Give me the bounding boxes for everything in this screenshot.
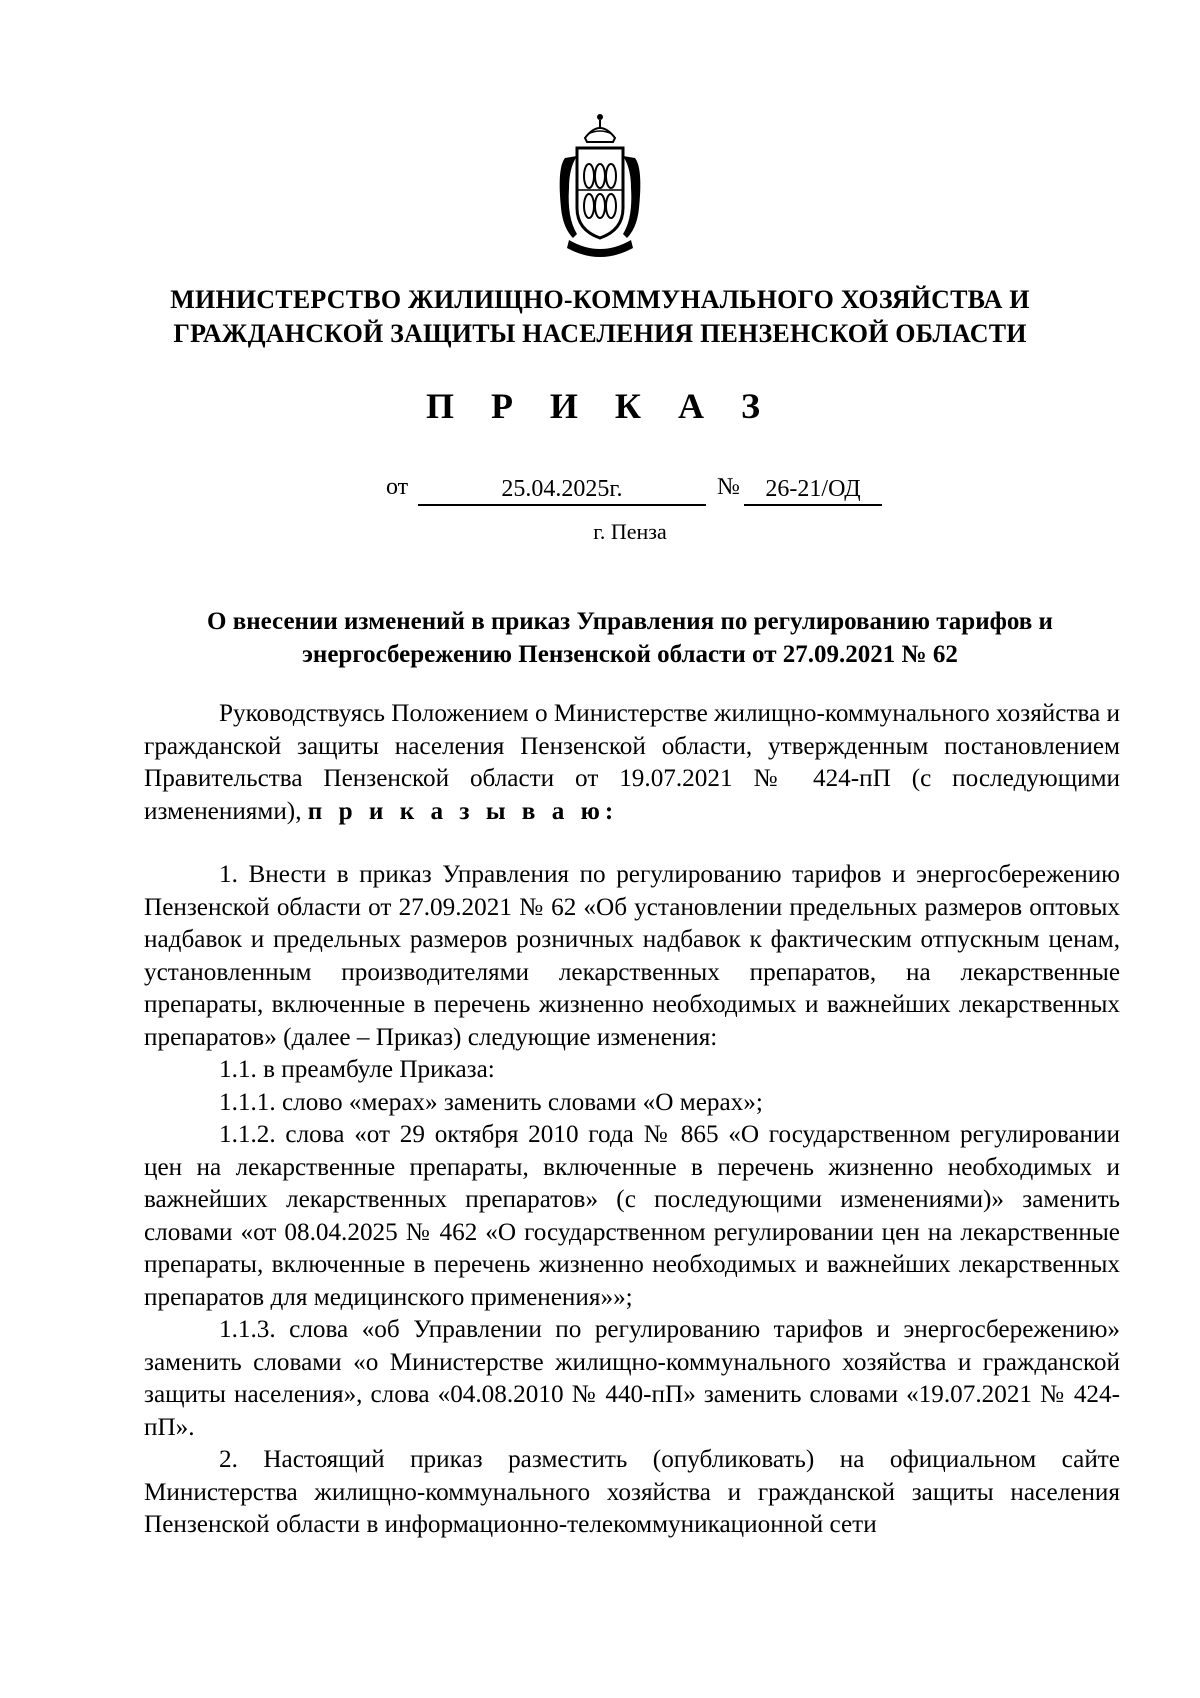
issue-city: г. Пенза xyxy=(593,519,667,544)
paragraph-1-1-1: 1.1.1. слово «мерах» заменить словами «О мерах»; xyxy=(219,1088,763,1116)
order-subject xyxy=(140,605,1120,671)
order-dateline xyxy=(0,474,1200,510)
paragraph-1-1-3: 1.1.3. слова «об Управлении по регулированию тарифов и энергосбережению» заменить словами «о Министерстве жилищно-коммунального хозяйства и гражданской защиты населения», слова «04.08.2010 № 440-пП» заменить словами «19.07.2021 № 424-пП». xyxy=(144,1316,1120,1441)
paragraph-1-1: 1.1. в преамбуле Приказа: xyxy=(219,1056,495,1083)
order-number: 26-21/ОД xyxy=(744,474,882,506)
order-title: П Р И К А З xyxy=(425,386,775,426)
number-label: № xyxy=(717,474,740,500)
paragraph-2: 2. Настоящий приказ разместить (опубликовать) на официальном сайте Министерства жилищно-коммунального хозяйства и гражданской защиты населения Пензенской области в информационно-телекоммуникационной сети xyxy=(144,1446,1120,1538)
ministry-name-line2: ГРАЖДАНСКОЙ ЗАЩИТЫ НАСЕЛЕНИЯ ПЕНЗЕНСКОЙ ОБЛАСТИ xyxy=(173,319,1027,348)
preamble-text: Руководствуясь Положением о Министерстве жилищно-коммунального хозяйства и гражданской защиты населения Пензенской области, утвержденным постановлением Правительства Пензенской области от 19.07.2021 № 424-пП (с последующими изменениями), xyxy=(144,700,1120,825)
coat-of-arms-emblem xyxy=(555,108,645,268)
order-date: 25.04.2025г. xyxy=(418,474,706,506)
ministry-name-line1: МИНИСТЕРСТВО ЖИЛИЩНО-КОММУНАЛЬНОГО ХОЗЯЙСТВА И xyxy=(170,285,1030,314)
subject-line2: энергосбережению Пензенской области от 27.09.2021 № 62 xyxy=(302,641,958,668)
preamble-paragraph xyxy=(144,698,1120,828)
ministry-name xyxy=(100,283,1100,351)
date-prefix: от xyxy=(386,474,409,500)
preamble-decree-word: п р и к а з ы в а ю: xyxy=(307,797,619,825)
paragraph-1-1-2: 1.1.2. слова «от 29 октября 2010 года № 865 «О государственном регулировании цен на лекарственные препараты, включенные в перечень жизненно необходимых и важнейших лекарственных препаратов» (с последующими изменениями)» заменить словами «от 08.04.2025 № 462 «О государственном регулировании цен на лекарственные препараты, включенные в перечень жизненно необходимых и важнейших лекарственных препаратов для медицинского применения»»; xyxy=(144,1121,1120,1311)
paragraph-1: 1. Внести в приказ Управления по регулированию тарифов и энергосбережению Пензенской области от 27.09.2021 № 62 «Об установлении предельных размеров оптовых надбавок и предельных размеров розничных надбавок к фактическим отпускным ценам, установленным производителями лекарственных препаратов, на лекарственные препараты, включенные в перечень жизненно необходимых и важнейших лекарственных препаратов» (далее – Приказ) следующие изменения: xyxy=(144,861,1120,1051)
order-body xyxy=(144,698,1120,1542)
subject-line1: О внесении изменений в приказ Управления по регулированию тарифов и xyxy=(207,608,1053,635)
